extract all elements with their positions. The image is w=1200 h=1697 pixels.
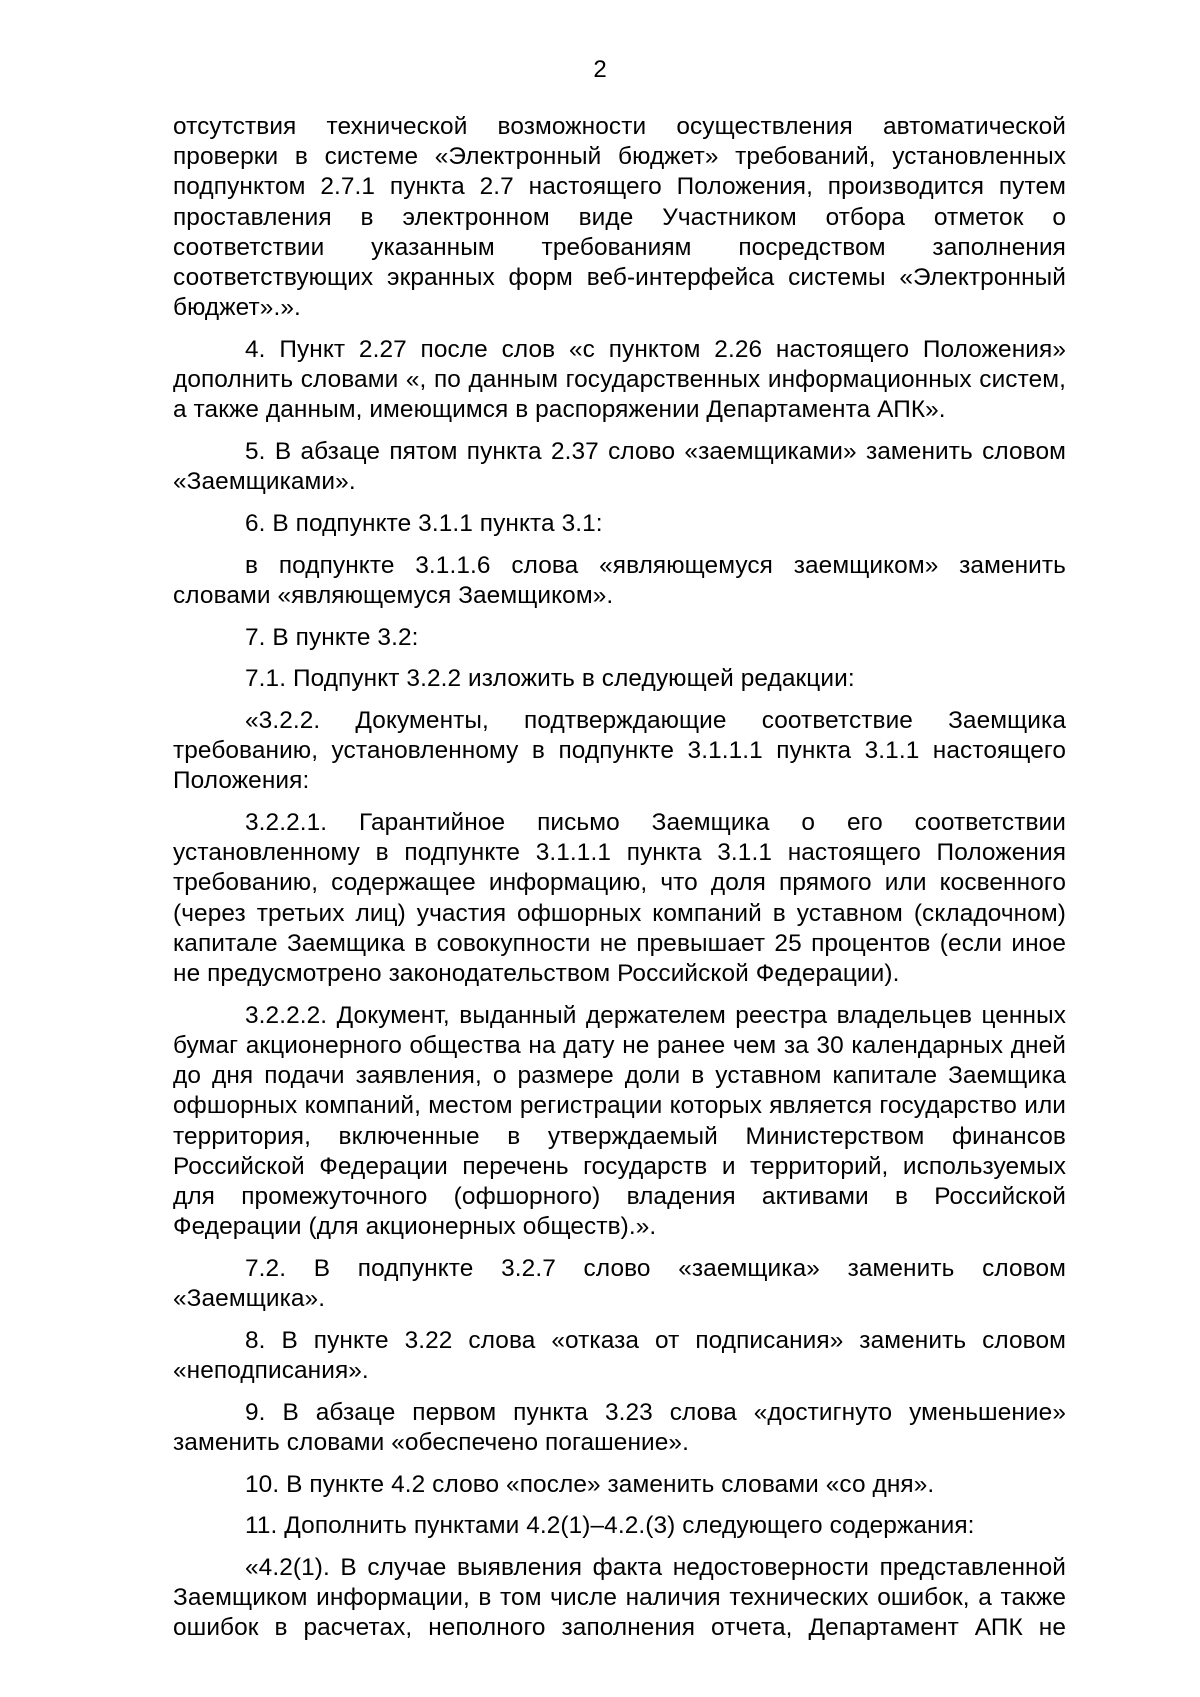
paragraph-item-10: 10. В пункте 4.2 слово «после» заменить словами «со дня». [245,1470,935,1498]
paragraph-3-2-2-2: 3.2.2.2. Документ, выданный держателем реестра владельцев ценных бумаг акционерного общества на дату не ранее чем за 30 календарных дней до дня подачи заявления, о размере доли в уставном капитале Заемщика офшорных компаний, местом регистрации которых является государство или территория, включенные в утверждаемый Министерством финансов Российской Федерации перечень государств и территорий, используемых для промежуточного (офшорного) владения активами в Российской Федерации (для акционерных обществ).». [173,1001,1066,1241]
paragraph-item-8: 8. В пункте 3.22 слова «отказа от подписания» заменить словом «неподписания». [173,1326,1066,1385]
paragraph-3-2-2: «3.2.2. Документы, подтверждающие соответствие Заемщика требованию, установленному в подпункте 3.1.1.1 пункта 3.1.1 настоящего Положения: [173,706,1066,795]
paragraph-item-9: 9. В абзаце первом пункта 3.23 слова «достигнуто уменьшение» заменить словами «обеспечено погашение». [173,1398,1066,1456]
page-number: 2 [593,56,607,83]
paragraph-item-5: 5. В абзаце пятом пункта 2.37 слово «заемщиками» заменить словом «Заемщиками». [173,438,1066,496]
paragraph-item-4: 4. Пункт 2.27 после слов «с пунктом 2.26 настоящего Положения» дополнить словами «, по данным государственных информационных систем, а также данным, имеющимся в распоряжении Департамента АПК». [173,335,1066,424]
paragraph-item-6-sub: в подпункте 3.1.1.6 слова «являющемуся заемщиком» заменить словами «являющемуся Заемщиком». [173,551,1066,609]
paragraph-item-6: 6. В подпункте 3.1.1 пункта 3.1: [245,509,603,537]
paragraph-item-11: 11. Дополнить пунктами 4.2(1)–4.2.(3) следующего содержания: [245,1512,975,1540]
paragraph-item-7: 7. В пункте 3.2: [245,623,419,651]
paragraph-4-2-1: «4.2(1). В случае выявления факта недостоверности представленной Заемщиком информации, в том числе наличия технических ошибок, а также ошибок в расчетах, неполного заполнения отчета, Департамент АПК не [173,1554,1066,1642]
document-body [173,112,1066,1655]
paragraph-item-7-2: 7.2. В подпункте 3.2.7 слово «заемщика» заменить словом «Заемщика». [173,1254,1066,1313]
paragraph-continuation: отсутствия технической возможности осуществления автоматической проверки в системе «Электронный бюджет» требований, установленных подпунктом 2.7.1 пункта 2.7 настоящего Положения, производится путем проставления в электронном виде Участником отбора отметок о соответствии указанным требованиям посредством заполнения соответствующих экранных форм веб-интерфейса системы «Электронный бюджет».». [173,113,1066,322]
paragraph-3-2-2-1: 3.2.2.1. Гарантийное письмо Заемщика о его соответствии установленному в подпункте 3.1.1.1 пункта 3.1.1 настоящего Положения требованию, содержащее информацию, что доля прямого или косвенного (через третьих лиц) участия офшорных компаний в уставном (складочном) капитале Заемщика в совокупности не превышает 25 процентов (если иное не предусмотрено законодательством Российской Федерации). [173,809,1066,988]
paragraph-item-7-1: 7.1. Подпункт 3.2.2 изложить в следующей редакции: [245,665,855,693]
